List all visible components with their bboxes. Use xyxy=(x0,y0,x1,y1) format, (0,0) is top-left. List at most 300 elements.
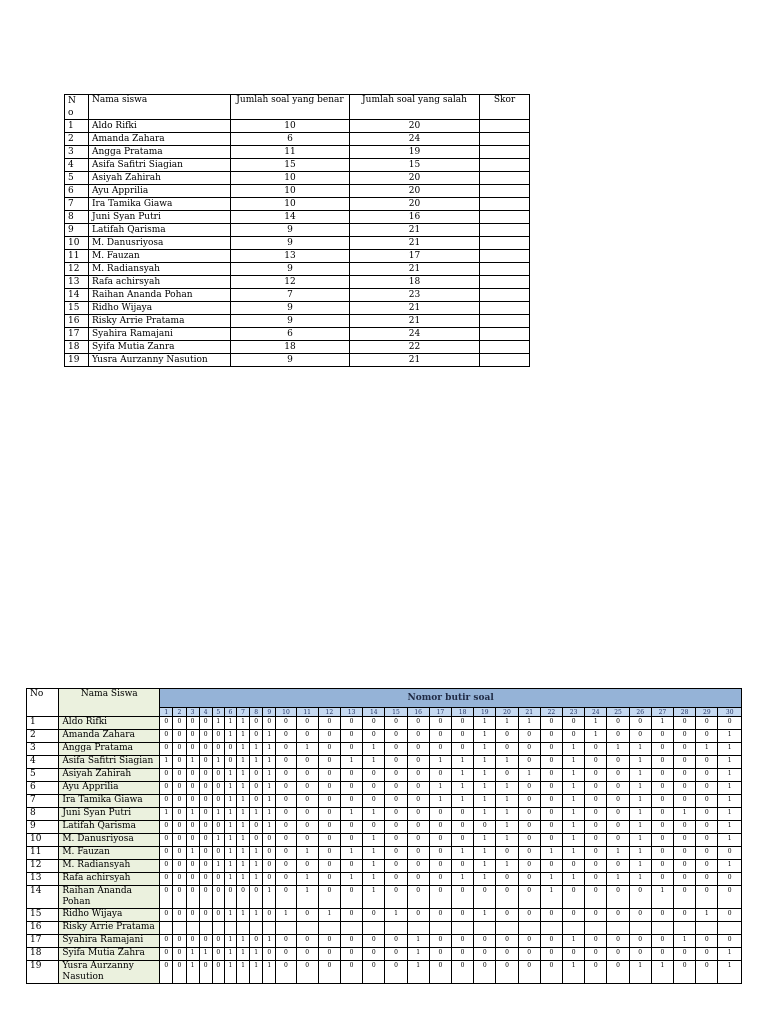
answer-cell: 0 xyxy=(407,909,429,922)
answer-cell: 1 xyxy=(451,847,473,860)
answer-cell xyxy=(718,922,742,935)
answer-cell: 0 xyxy=(496,909,518,922)
answer-cell xyxy=(474,922,496,935)
answer-cell: 0 xyxy=(160,795,173,808)
answer-cell: 1 xyxy=(340,847,362,860)
item-number: 9 xyxy=(263,708,276,717)
answer-cell: 1 xyxy=(585,730,607,743)
answer-cell: 1 xyxy=(629,782,651,795)
student-name: Angga Pratama xyxy=(59,743,160,756)
answer-cell: 0 xyxy=(407,860,429,873)
answer-cell: 0 xyxy=(429,730,451,743)
answer-cell: 0 xyxy=(585,821,607,834)
item-number: 11 xyxy=(296,708,318,717)
answer-cell: 0 xyxy=(263,948,276,961)
answer-cell: 0 xyxy=(696,821,718,834)
student-name: Rafa achirsyah xyxy=(59,873,160,886)
answer-cell: 0 xyxy=(674,961,696,984)
score-cell xyxy=(480,237,530,250)
table-row xyxy=(65,354,530,367)
answer-cell: 1 xyxy=(263,730,276,743)
item-number: 28 xyxy=(674,708,696,717)
answer-cell: 0 xyxy=(651,756,673,769)
answer-cell: 1 xyxy=(718,795,742,808)
answer-cell: 0 xyxy=(451,860,473,873)
answer-cell: 0 xyxy=(160,769,173,782)
answer-cell: 1 xyxy=(474,717,496,730)
answer-cell: 0 xyxy=(429,717,451,730)
correct-count: 12 xyxy=(231,276,350,289)
student-name: Asiyah Zahirah xyxy=(89,172,231,185)
answer-cell: 0 xyxy=(607,808,629,821)
answer-cell: 0 xyxy=(540,756,562,769)
student-name: M. Radiansyah xyxy=(89,263,231,276)
table-row xyxy=(65,211,530,224)
answer-cell: 1 xyxy=(237,769,250,782)
answer-cell: 0 xyxy=(585,756,607,769)
answer-cell: 1 xyxy=(263,769,276,782)
student-name: Angga Pratama xyxy=(89,146,231,159)
answer-cell: 0 xyxy=(173,730,186,743)
answer-cell: 0 xyxy=(160,782,173,795)
student-name: M. Fauzan xyxy=(89,250,231,263)
row-no: 3 xyxy=(27,743,59,756)
answer-cell: 1 xyxy=(474,769,496,782)
answer-cell: 0 xyxy=(696,886,718,909)
answer-cell: 0 xyxy=(363,935,385,948)
answer-cell: 1 xyxy=(224,769,236,782)
answer-cell: 0 xyxy=(407,821,429,834)
row-no: 10 xyxy=(27,834,59,847)
student-name: Raihan Ananda Pohan xyxy=(89,289,231,302)
table-row xyxy=(27,821,742,834)
answer-cell: 0 xyxy=(385,860,407,873)
answer-cell: 0 xyxy=(451,935,473,948)
answer-cell: 1 xyxy=(540,886,562,909)
answer-cell: 0 xyxy=(363,782,385,795)
answer-cell: 1 xyxy=(237,834,250,847)
answer-cell xyxy=(496,922,518,935)
item-number: 14 xyxy=(363,708,385,717)
item-number: 6 xyxy=(224,708,236,717)
answer-cell: 1 xyxy=(429,782,451,795)
answer-cell: 0 xyxy=(173,860,186,873)
answer-cell: 1 xyxy=(237,743,250,756)
row-no: 14 xyxy=(27,886,59,909)
answer-cell: 1 xyxy=(340,873,362,886)
answer-cell: 0 xyxy=(276,782,296,795)
answer-cell: 0 xyxy=(563,948,585,961)
answer-cell: 0 xyxy=(340,961,362,984)
answer-cell: 0 xyxy=(199,909,212,922)
score-cell xyxy=(480,211,530,224)
score-cell xyxy=(480,315,530,328)
answer-cell: 0 xyxy=(540,860,562,873)
answer-cell: 0 xyxy=(629,717,651,730)
table-row xyxy=(27,948,742,961)
answer-cell: 0 xyxy=(518,743,540,756)
answer-cell: 0 xyxy=(696,860,718,873)
answer-cell: 0 xyxy=(340,834,362,847)
answer-cell: 0 xyxy=(607,769,629,782)
row-no: 4 xyxy=(65,159,89,172)
item-answer-header xyxy=(27,689,742,717)
answer-cell: 0 xyxy=(296,808,318,821)
answer-cell: 0 xyxy=(407,795,429,808)
answer-cell: 0 xyxy=(474,935,496,948)
score-cell xyxy=(480,159,530,172)
answer-cell: 0 xyxy=(674,834,696,847)
answer-cell: 0 xyxy=(407,743,429,756)
item-number: 20 xyxy=(496,708,518,717)
answer-cell xyxy=(263,922,276,935)
answer-cell: 0 xyxy=(563,909,585,922)
answer-cell: 0 xyxy=(585,935,607,948)
answer-cell: 0 xyxy=(199,743,212,756)
row-no: 6 xyxy=(65,185,89,198)
answer-cell: 0 xyxy=(340,935,362,948)
answer-cell: 0 xyxy=(696,782,718,795)
student-name: Juni Syan Putri xyxy=(59,808,160,821)
answer-cell: 1 xyxy=(474,909,496,922)
header-student-name: Nama Siswa xyxy=(59,689,160,717)
answer-cell: 0 xyxy=(318,756,340,769)
wrong-count: 21 xyxy=(350,263,480,276)
answer-cell: 0 xyxy=(585,834,607,847)
answer-cell: 0 xyxy=(276,948,296,961)
answer-cell: 0 xyxy=(173,743,186,756)
answer-cell xyxy=(385,922,407,935)
answer-cell xyxy=(340,922,362,935)
answer-cell: 0 xyxy=(318,935,340,948)
answer-cell: 0 xyxy=(160,948,173,961)
table-row xyxy=(65,185,530,198)
answer-cell: 0 xyxy=(173,961,186,984)
row-no: 12 xyxy=(27,860,59,873)
answer-cell: 0 xyxy=(385,730,407,743)
table-row xyxy=(27,935,742,948)
answer-cell: 1 xyxy=(607,873,629,886)
row-no: 9 xyxy=(65,224,89,237)
answer-cell: 0 xyxy=(696,935,718,948)
answer-cell xyxy=(540,922,562,935)
answer-cell: 0 xyxy=(585,909,607,922)
answer-cell: 1 xyxy=(407,961,429,984)
answer-cell: 0 xyxy=(451,834,473,847)
answer-cell: 1 xyxy=(263,886,276,909)
answer-cell: 0 xyxy=(518,821,540,834)
answer-cell: 0 xyxy=(429,821,451,834)
answer-cell: 0 xyxy=(250,717,263,730)
answer-cell: 0 xyxy=(429,935,451,948)
answer-cell: 1 xyxy=(496,808,518,821)
row-no: 5 xyxy=(65,172,89,185)
answer-cell: 0 xyxy=(160,821,173,834)
answer-cell: 0 xyxy=(318,847,340,860)
correct-count: 6 xyxy=(231,328,350,341)
row-no: 18 xyxy=(65,341,89,354)
row-no: 7 xyxy=(27,795,59,808)
wrong-count: 20 xyxy=(350,185,480,198)
answer-cell: 0 xyxy=(518,730,540,743)
answer-cell: 0 xyxy=(518,782,540,795)
answer-cell: 1 xyxy=(651,886,673,909)
answer-cell: 1 xyxy=(250,961,263,984)
answer-cell: 1 xyxy=(224,717,236,730)
row-no: 16 xyxy=(65,315,89,328)
answer-cell: 1 xyxy=(237,717,250,730)
answer-cell: 1 xyxy=(186,808,199,821)
answer-cell: 1 xyxy=(474,795,496,808)
student-name: Asifa Safitri Siagian xyxy=(89,159,231,172)
answer-cell: 1 xyxy=(718,860,742,873)
answer-cell: 0 xyxy=(250,795,263,808)
answer-cell: 0 xyxy=(173,935,186,948)
header-name: Nama siswa xyxy=(89,95,231,120)
answer-cell: 0 xyxy=(696,948,718,961)
answer-cell: 0 xyxy=(363,948,385,961)
answer-cell: 0 xyxy=(407,756,429,769)
answer-cell: 0 xyxy=(629,948,651,961)
answer-cell: 0 xyxy=(212,909,224,922)
answer-cell: 1 xyxy=(718,821,742,834)
answer-cell: 1 xyxy=(263,756,276,769)
row-no: 9 xyxy=(27,821,59,834)
answer-cell: 1 xyxy=(237,756,250,769)
student-name: Yusra Aurzanny Nasution xyxy=(59,961,160,984)
answer-cell: 1 xyxy=(429,756,451,769)
answer-cell: 0 xyxy=(385,756,407,769)
answer-cell: 0 xyxy=(186,730,199,743)
row-no: 12 xyxy=(65,263,89,276)
row-no: 15 xyxy=(65,302,89,315)
answer-cell: 0 xyxy=(263,847,276,860)
answer-cell: 1 xyxy=(263,808,276,821)
answer-cell: 0 xyxy=(276,756,296,769)
answer-cell: 0 xyxy=(199,847,212,860)
answer-cell: 0 xyxy=(651,834,673,847)
answer-cell: 1 xyxy=(224,909,236,922)
answer-cell: 1 xyxy=(340,808,362,821)
answer-cell: 1 xyxy=(363,860,385,873)
answer-cell: 0 xyxy=(451,808,473,821)
correct-count: 15 xyxy=(231,159,350,172)
row-no: 1 xyxy=(65,120,89,133)
answer-cell: 0 xyxy=(607,756,629,769)
answer-cell: 0 xyxy=(186,769,199,782)
answer-cell: 0 xyxy=(173,808,186,821)
answer-cell: 1 xyxy=(224,795,236,808)
answer-cell: 0 xyxy=(186,935,199,948)
answer-cell: 0 xyxy=(651,860,673,873)
answer-cell: 0 xyxy=(263,834,276,847)
answer-cell xyxy=(674,922,696,935)
row-no: 14 xyxy=(65,289,89,302)
answer-cell: 1 xyxy=(563,834,585,847)
answer-cell: 1 xyxy=(563,743,585,756)
answer-cell: 0 xyxy=(563,886,585,909)
answer-cell: 0 xyxy=(276,961,296,984)
answer-cell: 0 xyxy=(629,730,651,743)
answer-cell: 0 xyxy=(451,961,473,984)
answer-cell: 0 xyxy=(340,717,362,730)
answer-cell: 0 xyxy=(250,886,263,909)
answer-cell: 1 xyxy=(407,948,429,961)
answer-cell: 0 xyxy=(451,717,473,730)
wrong-count: 21 xyxy=(350,315,480,328)
item-number: 1 xyxy=(160,708,173,717)
answer-cell: 0 xyxy=(696,873,718,886)
answer-cell xyxy=(173,922,186,935)
answer-cell: 0 xyxy=(173,821,186,834)
student-name: Risky Arrie Pratama xyxy=(89,315,231,328)
wrong-count: 20 xyxy=(350,120,480,133)
answer-cell: 0 xyxy=(263,717,276,730)
answer-cell: 0 xyxy=(199,821,212,834)
table-row xyxy=(27,847,742,860)
answer-cell: 1 xyxy=(563,873,585,886)
answer-cell: 0 xyxy=(407,782,429,795)
answer-cell: 1 xyxy=(363,808,385,821)
answer-cell: 0 xyxy=(651,769,673,782)
answer-cell: 0 xyxy=(296,795,318,808)
answer-cell: 0 xyxy=(186,795,199,808)
answer-cell: 0 xyxy=(199,873,212,886)
table-row xyxy=(65,133,530,146)
answer-cell: 0 xyxy=(363,961,385,984)
answer-cell: 0 xyxy=(718,909,742,922)
answer-cell: 1 xyxy=(363,743,385,756)
header-no: N o xyxy=(65,95,89,120)
answer-cell: 0 xyxy=(173,873,186,886)
answer-cell: 0 xyxy=(407,873,429,886)
answer-cell: 0 xyxy=(496,743,518,756)
answer-cell: 0 xyxy=(212,935,224,948)
answer-cell: 0 xyxy=(651,730,673,743)
answer-cell: 0 xyxy=(296,756,318,769)
answer-cell: 0 xyxy=(518,909,540,922)
answer-cell: 0 xyxy=(407,808,429,821)
answer-cell: 1 xyxy=(250,909,263,922)
score-cell xyxy=(480,341,530,354)
student-name: Syahira Ramajani xyxy=(89,328,231,341)
answer-cell: 0 xyxy=(160,961,173,984)
answer-cell: 0 xyxy=(429,808,451,821)
answer-cell xyxy=(363,922,385,935)
wrong-count: 21 xyxy=(350,354,480,367)
answer-cell: 0 xyxy=(540,795,562,808)
answer-cell xyxy=(407,922,429,935)
score-cell xyxy=(480,172,530,185)
answer-cell: 0 xyxy=(696,834,718,847)
answer-cell: 0 xyxy=(160,847,173,860)
answer-cell: 1 xyxy=(629,961,651,984)
answer-cell: 0 xyxy=(363,821,385,834)
answer-cell: 0 xyxy=(385,961,407,984)
answer-cell: 0 xyxy=(296,769,318,782)
answer-cell: 0 xyxy=(540,769,562,782)
table-row xyxy=(65,146,530,159)
answer-cell: 0 xyxy=(585,847,607,860)
answer-cell: 0 xyxy=(318,717,340,730)
table-row xyxy=(65,289,530,302)
answer-cell: 0 xyxy=(318,769,340,782)
answer-cell: 0 xyxy=(585,961,607,984)
answer-cell: 1 xyxy=(607,743,629,756)
answer-cell: 1 xyxy=(160,808,173,821)
answer-cell: 0 xyxy=(199,756,212,769)
answer-cell: 1 xyxy=(496,756,518,769)
answer-cell: 0 xyxy=(540,909,562,922)
answer-cell: 1 xyxy=(451,769,473,782)
answer-cell: 0 xyxy=(199,886,212,909)
answer-cell: 1 xyxy=(237,873,250,886)
answer-cell: 0 xyxy=(607,717,629,730)
answer-cell: 0 xyxy=(518,961,540,984)
answer-cell: 0 xyxy=(160,717,173,730)
wrong-count: 17 xyxy=(350,250,480,263)
answer-cell: 1 xyxy=(451,873,473,886)
answer-cell: 0 xyxy=(186,834,199,847)
table-row xyxy=(65,159,530,172)
item-number: 19 xyxy=(474,708,496,717)
answer-cell: 0 xyxy=(385,782,407,795)
answer-cell: 0 xyxy=(296,782,318,795)
answer-cell: 0 xyxy=(518,756,540,769)
correct-count: 10 xyxy=(231,120,350,133)
answer-cell: 0 xyxy=(429,873,451,886)
answer-cell: 1 xyxy=(474,743,496,756)
item-number: 12 xyxy=(318,708,340,717)
answer-cell: 0 xyxy=(250,821,263,834)
answer-cell: 1 xyxy=(237,782,250,795)
answer-cell: 1 xyxy=(629,808,651,821)
answer-cell: 1 xyxy=(429,795,451,808)
answer-cell: 0 xyxy=(607,886,629,909)
answer-cell: 0 xyxy=(651,821,673,834)
answer-cell xyxy=(186,922,199,935)
answer-cell: 0 xyxy=(363,769,385,782)
row-no: 1 xyxy=(27,717,59,730)
student-name: Risky Arrie Pratama xyxy=(59,922,160,935)
answer-cell: 1 xyxy=(474,860,496,873)
answer-cell: 1 xyxy=(263,795,276,808)
answer-cell: 0 xyxy=(696,847,718,860)
score-cell xyxy=(480,302,530,315)
answer-cell: 0 xyxy=(496,886,518,909)
answer-cell: 0 xyxy=(407,847,429,860)
answer-cell: 1 xyxy=(651,961,673,984)
student-name: M. Radiansyah xyxy=(59,860,160,873)
table-row xyxy=(65,315,530,328)
answer-cell: 1 xyxy=(563,795,585,808)
answer-cell xyxy=(696,922,718,935)
answer-cell: 1 xyxy=(224,808,236,821)
student-name: Ridho Wijaya xyxy=(89,302,231,315)
answer-cell: 0 xyxy=(518,795,540,808)
answer-cell: 0 xyxy=(518,834,540,847)
answer-cell: 1 xyxy=(563,821,585,834)
answer-cell: 0 xyxy=(276,808,296,821)
answer-cell: 0 xyxy=(318,743,340,756)
answer-cell: 1 xyxy=(212,808,224,821)
answer-cell: 0 xyxy=(718,886,742,909)
answer-cell: 0 xyxy=(696,961,718,984)
answer-cell: 1 xyxy=(186,756,199,769)
answer-cell: 1 xyxy=(563,782,585,795)
answer-cell: 1 xyxy=(629,873,651,886)
answer-cell: 1 xyxy=(518,717,540,730)
